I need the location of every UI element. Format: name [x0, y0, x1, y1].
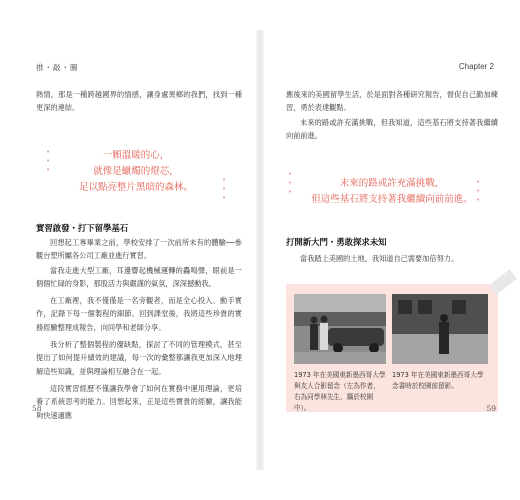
- photo-caption-1: 1973 年在美國東新墨西哥大學與友人合影留念（左為作者，右為同學林先生，攝於校園中）。: [294, 371, 386, 412]
- page-number-left: 58: [32, 404, 42, 413]
- running-head-left: 推・敲・圖: [36, 63, 79, 72]
- body-paragraph: 當我踏上美國的土地，我知道自己需要加倍努力。: [300, 254, 459, 263]
- photo-caption-2: 1973 年在美國東新墨西哥大學念書時於校園前留影。: [392, 371, 484, 390]
- photo-man-by-building: [392, 294, 488, 364]
- pull-quote-right: [286, 176, 498, 208]
- body-paragraph: 我分析了整個製程的優缺點，探討了不同的管理模式，甚至提出了如何提升績效的建議，每一次的彙整都讓我更加深入地理解這些知識，並與理論相互融合在一起。: [36, 340, 242, 376]
- section-heading-left: 實習啟發・打下留學基石: [36, 223, 129, 233]
- photo-two-men-with-car: [294, 294, 386, 364]
- quote-line: 未來的路或許充滿挑戰，: [339, 178, 445, 189]
- pull-quote-left: [36, 148, 236, 196]
- quote-line: 但這些基石將支持著我繼續向前前進。: [311, 194, 473, 205]
- right-intro-text-2: 未來的路或許充滿挑戰，但我知道，這些基石將支持著我繼續向前前進。: [286, 118, 498, 141]
- left-intro-text: 熱情，那是一種跨越國界的情感，讓身處異鄉的我們，找到一種更深的連結。: [36, 90, 242, 113]
- right-intro-text: 應後來的美國留學生活，於是面對各種研究報告，督促自己勤加練習，勇於表達觀點。: [286, 90, 498, 113]
- quote-decoration-right: • • •: [222, 176, 227, 202]
- page-number-right: 59: [486, 404, 496, 413]
- quote-line: 就像是蠟燭的燈芯，: [93, 166, 179, 177]
- left-page: [0, 0, 258, 500]
- quote-line: 一顆溫暖的心，: [102, 150, 170, 161]
- quote-decoration-left: • • •: [46, 148, 51, 174]
- photo-panel: [286, 284, 498, 412]
- body-paragraph: 在工廠裡，我不僅僅是一名旁觀者，而是全心投入、動手實作，記錄下每一個製程的細節。回到課堂後，我將這些珍貴的實務經驗整理成報告，向同學和老師分享。: [36, 296, 242, 332]
- corner-tape: [489, 269, 517, 294]
- quote-decoration-left: • • •: [288, 170, 293, 196]
- body-paragraph: 這段實習經歷不僅讓我學會了如何在實務中運用理論，更培養了系統思考的能力。回想起來，正是這些寶貴的經驗，讓我能夠快速適應: [36, 384, 242, 420]
- right-page: [262, 0, 520, 500]
- quote-line: 足以點亮整片黑暗的森林。: [78, 182, 193, 193]
- body-paragraph: 當我走進大型工廠，耳邊響起機械運轉的轟鳴聲，眼前是一個個忙碌的身影，那股活力與嚴謹的氣氛，深深撼動我。: [36, 266, 242, 289]
- quote-decoration-right: • • •: [476, 178, 481, 204]
- running-head-right: Chapter 2: [458, 62, 494, 71]
- section-heading-right: 打開新大門・勇敢探求未知: [286, 237, 387, 247]
- body-paragraph: 回想起工專畢業之前，學校安排了一次前所未有的體驗──參觀台塑所屬各公司工廠並進行實習。: [36, 238, 242, 261]
